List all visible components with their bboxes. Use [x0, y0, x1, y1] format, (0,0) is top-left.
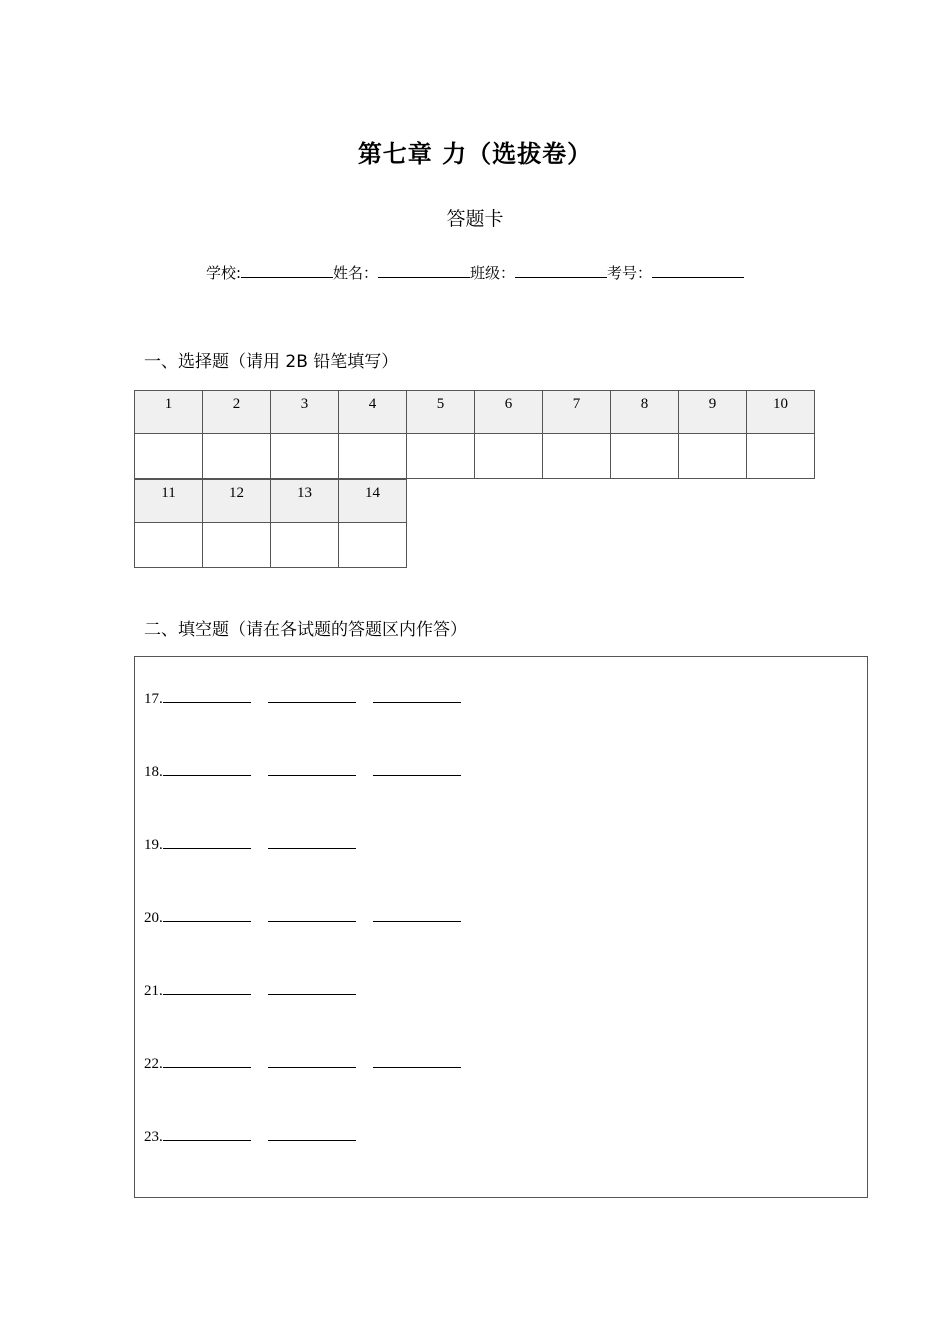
class-label: 班级： [470, 264, 516, 282]
fill-question [144, 836, 356, 854]
name-field[interactable] [378, 263, 470, 278]
class-field[interactable] [515, 263, 607, 278]
school-field[interactable] [241, 263, 333, 278]
question-number: 7 [543, 391, 611, 434]
question-number: 4 [339, 391, 407, 434]
answer-blank[interactable] [163, 836, 251, 849]
answer-cell[interactable] [611, 434, 679, 479]
section-multiple-choice-heading: 一、选择题（请用 2B 铅笔填写） [144, 352, 399, 372]
answer-cell[interactable] [475, 434, 543, 479]
answer-blank[interactable] [268, 763, 356, 776]
answer-cell[interactable] [407, 434, 475, 479]
question-number: 9 [679, 391, 747, 434]
fill-question [144, 690, 461, 708]
answer-blank[interactable] [163, 982, 251, 995]
student-info-line [0, 262, 950, 283]
question-label: 22. [144, 1056, 163, 1072]
fill-in-answer-area [134, 656, 868, 1198]
answer-blank[interactable] [268, 909, 356, 922]
answer-blank[interactable] [268, 836, 356, 849]
fill-question [144, 982, 356, 1000]
question-number: 12 [203, 480, 271, 523]
fill-question [144, 1128, 356, 1146]
choice-grid-row-1 [134, 390, 815, 479]
answer-blank[interactable] [163, 1055, 251, 1068]
question-number: 6 [475, 391, 543, 434]
answer-cell[interactable] [747, 434, 815, 479]
answer-card-subtitle: 答题卡 [446, 208, 504, 230]
answer-blank[interactable] [268, 982, 356, 995]
question-number: 3 [271, 391, 339, 434]
name-label: 姓名： [333, 264, 379, 282]
answer-cell[interactable] [135, 523, 203, 568]
answer-cell[interactable] [271, 434, 339, 479]
page-title: 第七章 力（选拔卷） [357, 140, 593, 168]
choice-grid-row-2 [134, 479, 407, 568]
answer-cell[interactable] [271, 523, 339, 568]
answer-blank[interactable] [373, 909, 461, 922]
question-label: 19. [144, 837, 163, 853]
question-label: 18. [144, 764, 163, 780]
answer-cell[interactable] [203, 434, 271, 479]
question-label: 20. [144, 910, 163, 926]
question-number: 8 [611, 391, 679, 434]
question-label: 23. [144, 1129, 163, 1145]
answer-cell[interactable] [543, 434, 611, 479]
answer-blank[interactable] [163, 1128, 251, 1141]
answer-blank[interactable] [268, 1128, 356, 1141]
question-number: 10 [747, 391, 815, 434]
question-number: 13 [271, 480, 339, 523]
fill-question [144, 909, 461, 927]
answer-blank[interactable] [373, 1055, 461, 1068]
section-fill-in-heading: 二、填空题（请在各试题的答题区内作答） [144, 620, 467, 640]
answer-blank[interactable] [373, 690, 461, 703]
answer-cell[interactable] [679, 434, 747, 479]
school-label: 学校: [205, 264, 241, 282]
exam-no-field[interactable] [652, 263, 744, 278]
answer-blank[interactable] [163, 690, 251, 703]
fill-question [144, 763, 461, 781]
question-number: 14 [339, 480, 407, 523]
answer-cell[interactable] [135, 434, 203, 479]
question-number: 2 [203, 391, 271, 434]
answer-cell[interactable] [339, 523, 407, 568]
question-number: 5 [407, 391, 475, 434]
answer-blank[interactable] [163, 763, 251, 776]
question-label: 17. [144, 691, 163, 707]
answer-blank[interactable] [163, 909, 251, 922]
question-label: 21. [144, 983, 163, 999]
answer-blank[interactable] [268, 690, 356, 703]
exam-no-label: 考号： [607, 264, 653, 282]
answer-blank[interactable] [268, 1055, 356, 1068]
answer-cell[interactable] [339, 434, 407, 479]
question-number: 11 [135, 480, 203, 523]
answer-blank[interactable] [373, 763, 461, 776]
question-number: 1 [135, 391, 203, 434]
fill-question [144, 1055, 461, 1073]
answer-cell[interactable] [203, 523, 271, 568]
